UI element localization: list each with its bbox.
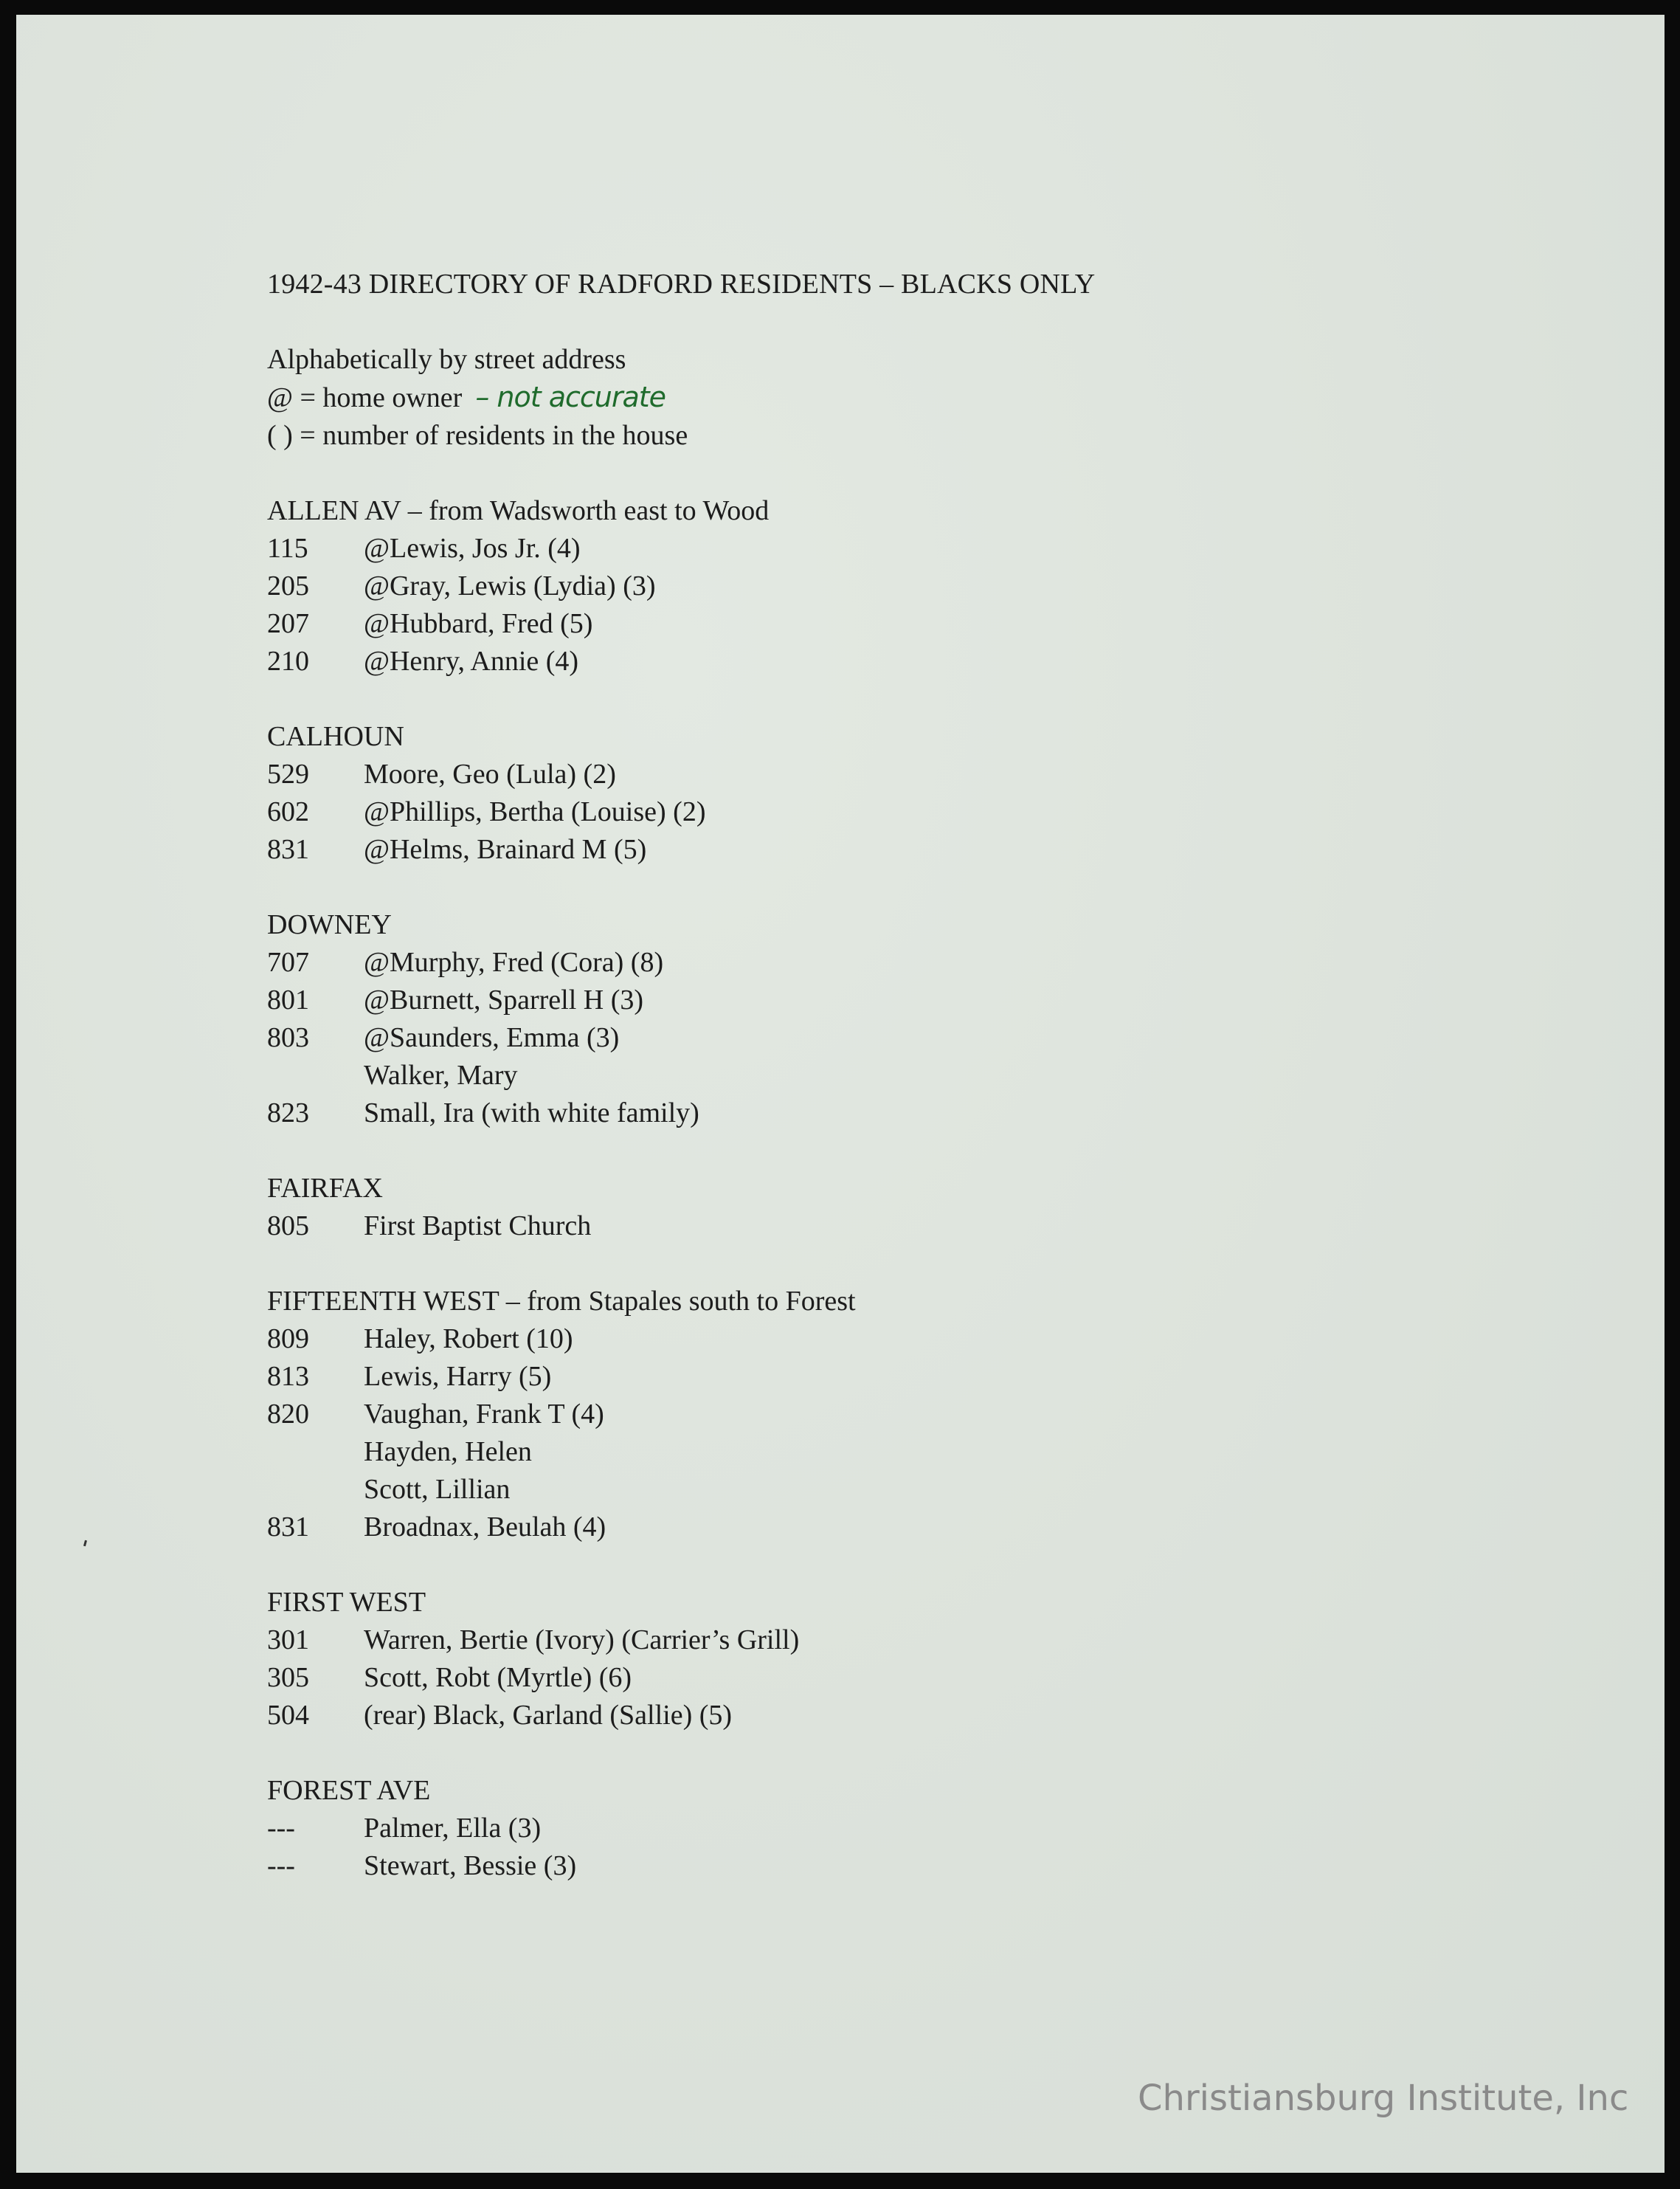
resident-name: @Lewis, Jos Jr. (4) bbox=[364, 533, 581, 564]
house-number: 207 bbox=[267, 608, 309, 639]
resident-row bbox=[267, 605, 1374, 643]
house-number: 831 bbox=[267, 1511, 309, 1542]
street-section bbox=[267, 492, 1374, 680]
house-number: 504 bbox=[267, 1700, 309, 1731]
house-number: 823 bbox=[267, 1097, 309, 1128]
house-number: 602 bbox=[267, 796, 309, 827]
resident-row bbox=[267, 1621, 1374, 1659]
resident-name: Moore, Geo (Lula) (2) bbox=[364, 759, 616, 790]
street-section bbox=[267, 1170, 1374, 1245]
resident-name: Lewis, Harry (5) bbox=[364, 1361, 552, 1392]
resident-name: Broadnax, Beulah (4) bbox=[364, 1511, 606, 1542]
street-section bbox=[267, 1584, 1374, 1734]
resident-name: @Helms, Brainard M (5) bbox=[364, 834, 647, 865]
resident-name: First Baptist Church bbox=[364, 1210, 592, 1241]
street-section bbox=[267, 718, 1374, 869]
house-number: 707 bbox=[267, 947, 309, 978]
street-heading: FAIRFAX bbox=[267, 1173, 383, 1204]
resident-row bbox=[267, 982, 1374, 1019]
resident-row bbox=[267, 1659, 1374, 1697]
resident-name: @Hubbard, Fred (5) bbox=[364, 608, 593, 639]
page-title: 1942-43 DIRECTORY OF RADFORD RESIDENTS – BLACKS ONLY bbox=[267, 269, 1096, 300]
house-number: --- bbox=[267, 1850, 295, 1881]
resident-name: Scott, Robt (Myrtle) (6) bbox=[364, 1662, 632, 1693]
house-number bbox=[267, 1471, 364, 1509]
house-number: 803 bbox=[267, 1022, 309, 1053]
resident-row bbox=[267, 1396, 1374, 1433]
house-number: 529 bbox=[267, 759, 309, 790]
resident-name: Stewart, Bessie (3) bbox=[364, 1850, 577, 1881]
resident-row bbox=[267, 756, 1374, 793]
street-heading: FIFTEENTH WEST – from Stapales south to Forest bbox=[267, 1286, 856, 1317]
street-section bbox=[267, 906, 1374, 1132]
street-heading: ALLEN AV – from Wadsworth east to Wood bbox=[267, 495, 770, 526]
resident-row bbox=[267, 1358, 1374, 1396]
street-section bbox=[267, 1283, 1374, 1546]
legend-line-sort: Alphabetically by street address bbox=[267, 344, 626, 375]
house-number: 813 bbox=[267, 1361, 309, 1392]
resident-name: @Henry, Annie (4) bbox=[364, 646, 579, 677]
house-number: 820 bbox=[267, 1399, 309, 1430]
house-number: 305 bbox=[267, 1662, 309, 1693]
resident-row bbox=[267, 1433, 1374, 1471]
directory-document bbox=[267, 266, 1374, 1923]
resident-row bbox=[267, 944, 1374, 982]
legend-line-owner bbox=[267, 379, 1374, 417]
resident-name: @Murphy, Fred (Cora) (8) bbox=[364, 947, 664, 978]
house-number: --- bbox=[267, 1813, 295, 1844]
resident-row bbox=[267, 1207, 1374, 1245]
resident-row bbox=[267, 1471, 1374, 1509]
resident-name: Walker, Mary bbox=[364, 1060, 518, 1091]
resident-row bbox=[267, 1094, 1374, 1132]
handwritten-note: – not accurate bbox=[475, 381, 666, 413]
house-number: 831 bbox=[267, 834, 309, 865]
resident-name: @Burnett, Sparrell H (3) bbox=[364, 985, 644, 1016]
house-number: 805 bbox=[267, 1210, 309, 1241]
legend bbox=[267, 341, 1374, 455]
resident-name: @Saunders, Emma (3) bbox=[364, 1022, 620, 1053]
resident-row bbox=[267, 1057, 1374, 1094]
resident-row bbox=[267, 1019, 1374, 1057]
paper-speck bbox=[83, 1540, 87, 1547]
resident-row bbox=[267, 1320, 1374, 1358]
street-heading: FOREST AVE bbox=[267, 1775, 431, 1806]
resident-name: Scott, Lillian bbox=[364, 1474, 511, 1505]
resident-name: @Phillips, Bertha (Louise) (2) bbox=[364, 796, 706, 827]
resident-row bbox=[267, 643, 1374, 680]
street-heading: FIRST WEST bbox=[267, 1587, 426, 1618]
street-heading: CALHOUN bbox=[267, 721, 404, 752]
house-number bbox=[267, 1433, 364, 1471]
resident-name: Small, Ira (with white family) bbox=[364, 1097, 699, 1128]
resident-name: Hayden, Helen bbox=[364, 1436, 532, 1467]
house-number: 809 bbox=[267, 1323, 309, 1354]
paper-sheet bbox=[16, 15, 1665, 2173]
house-number: 205 bbox=[267, 570, 309, 601]
street-heading: DOWNEY bbox=[267, 909, 392, 940]
resident-name: Vaughan, Frank T (4) bbox=[364, 1399, 604, 1430]
resident-row bbox=[267, 568, 1374, 605]
house-number bbox=[267, 1057, 364, 1094]
resident-row bbox=[267, 1810, 1374, 1847]
legend-line-residents: ( ) = number of residents in the house bbox=[267, 420, 688, 451]
resident-name: Palmer, Ella (3) bbox=[364, 1813, 542, 1844]
house-number: 301 bbox=[267, 1624, 309, 1655]
street-sections bbox=[267, 492, 1374, 1885]
resident-row bbox=[267, 1697, 1374, 1734]
watermark: Christiansburg Institute, Inc bbox=[1138, 2078, 1629, 2119]
house-number: 115 bbox=[267, 533, 308, 564]
resident-name: Warren, Bertie (Ivory) (Carrier’s Grill) bbox=[364, 1624, 800, 1655]
resident-row bbox=[267, 831, 1374, 869]
resident-name: Haley, Robert (10) bbox=[364, 1323, 573, 1354]
resident-name: (rear) Black, Garland (Sallie) (5) bbox=[364, 1700, 733, 1731]
street-section bbox=[267, 1772, 1374, 1885]
resident-row bbox=[267, 793, 1374, 831]
legend-owner-text: @ = home owner bbox=[267, 382, 463, 413]
resident-row bbox=[267, 530, 1374, 568]
resident-name: @Gray, Lewis (Lydia) (3) bbox=[364, 570, 656, 601]
house-number: 210 bbox=[267, 646, 309, 677]
resident-row bbox=[267, 1509, 1374, 1546]
house-number: 801 bbox=[267, 985, 309, 1016]
resident-row bbox=[267, 1847, 1374, 1885]
